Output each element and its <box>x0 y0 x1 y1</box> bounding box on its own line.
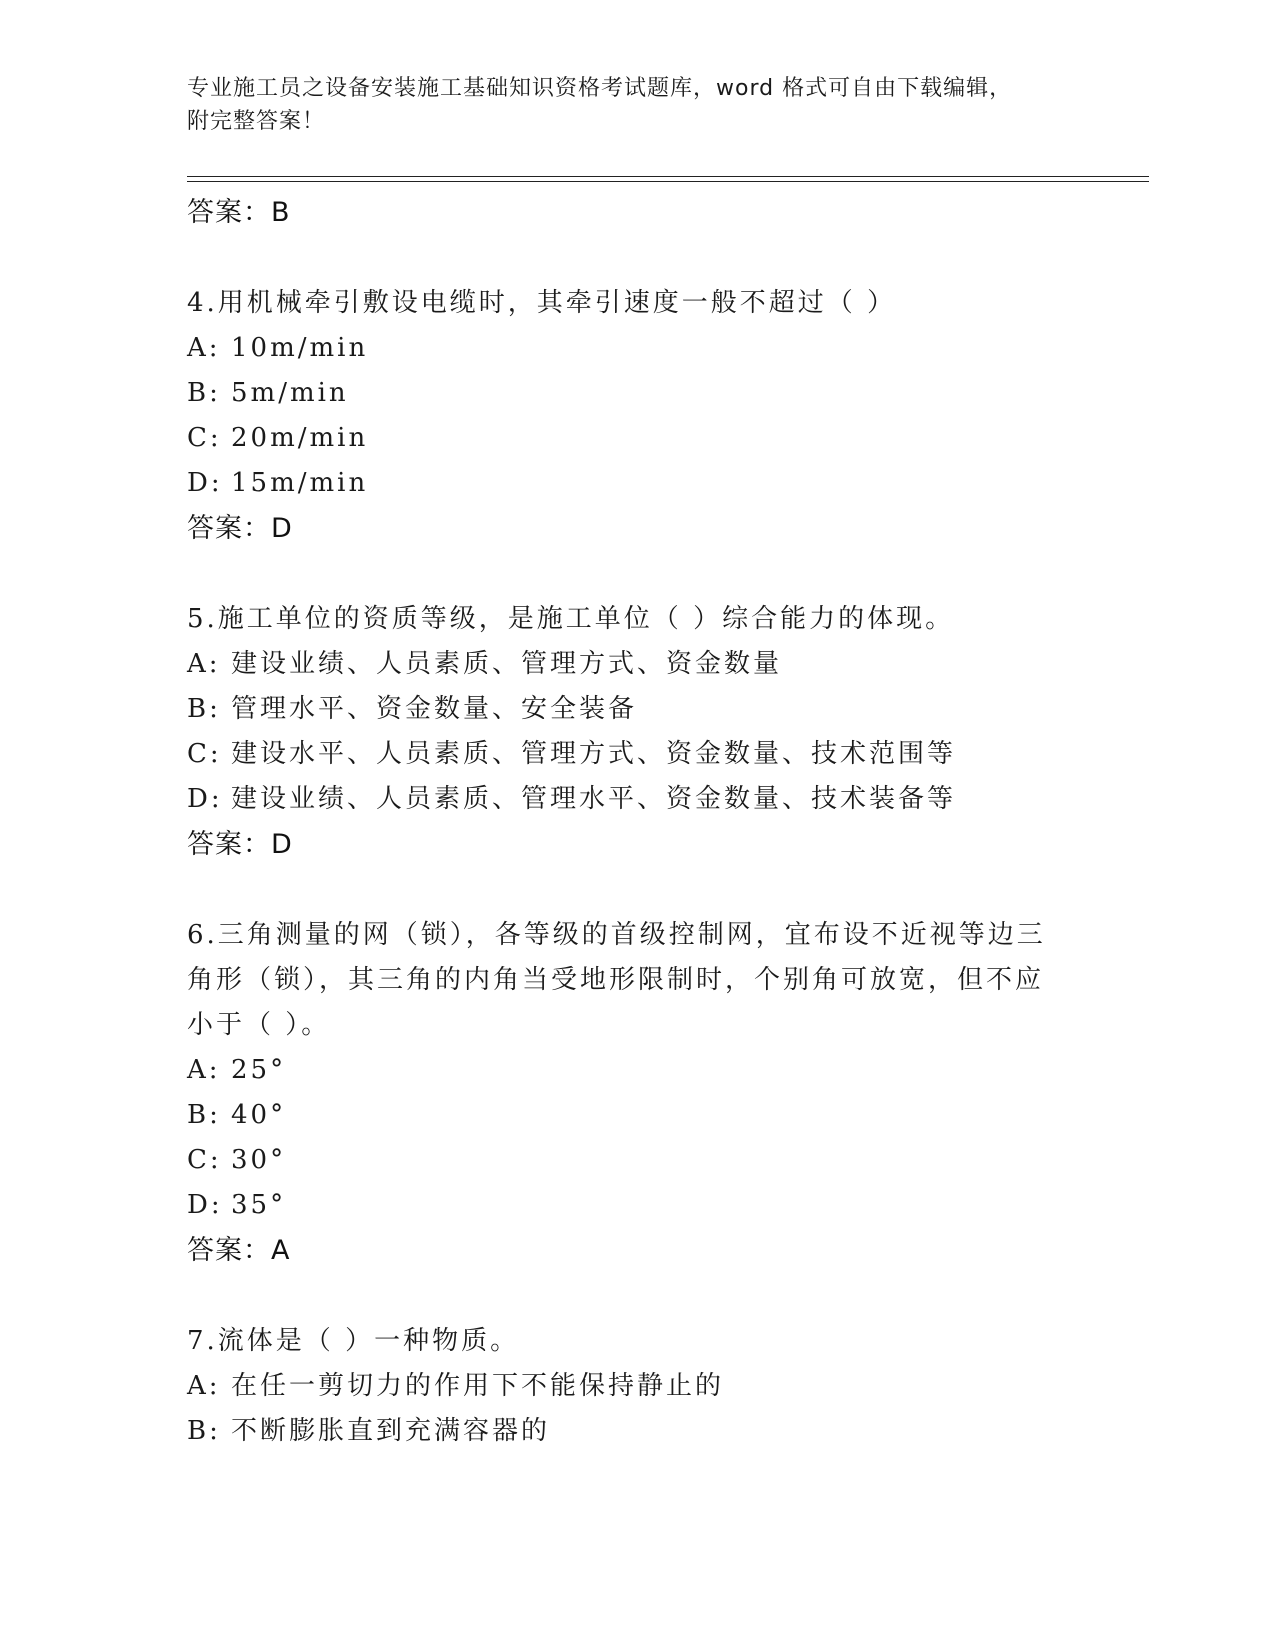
header-line: 专业施工员之设备安装施工基础知识资格考试题库，word 格式可自由下载编辑， <box>187 76 1013 101</box>
option-key: A: <box>187 649 221 679</box>
option-text: 建设业绩、人员素质、管理方式、资金数量 <box>231 649 783 679</box>
question-stem: 4.用机械牵引敷设电缆时，其牵引速度一般不超过（ ） <box>187 288 897 318</box>
answer-line: 答案：D <box>187 829 293 860</box>
option-text: 建设业绩、人员素质、管理水平、资金数量、技术装备等 <box>231 784 957 814</box>
option-text: 35° <box>231 1190 287 1220</box>
option-key: C: <box>187 1145 222 1175</box>
question-block <box>187 597 1147 868</box>
question-list <box>187 190 1147 1454</box>
answer-line: 答案：D <box>187 513 293 544</box>
document-header <box>187 72 1087 138</box>
option-text: 在任一剪切力的作用下不能保持静止的 <box>231 1371 725 1401</box>
option-key: B: <box>187 1416 221 1446</box>
option-text: 建设水平、人员素质、管理方式、资金数量、技术范围等 <box>231 739 957 769</box>
option-c <box>187 416 1147 461</box>
option-text: 不断膨胀直到充满容器的 <box>231 1416 551 1446</box>
option-b <box>187 1093 1147 1138</box>
option-text: 15m/min <box>231 468 369 498</box>
answer-line: 答案：A <box>187 1235 291 1266</box>
option-c <box>187 732 1147 777</box>
header-line: 附完整答案！ <box>187 109 326 134</box>
option-key: D: <box>187 468 223 498</box>
option-key: C: <box>187 423 222 453</box>
option-text: 30° <box>231 1145 287 1175</box>
question-stem: 6.三角测量的网（锁），各等级的首级控制网，宜布设不近视等边三 <box>187 920 1046 950</box>
question-block <box>187 1319 1147 1454</box>
option-d <box>187 461 1147 506</box>
question-block <box>187 913 1147 1274</box>
option-key: B: <box>187 378 221 408</box>
option-a <box>187 642 1147 687</box>
option-key: D: <box>187 784 223 814</box>
option-text: 40° <box>231 1100 287 1130</box>
option-key: B: <box>187 1100 221 1130</box>
question-stem: 7.流体是（ ）一种物质。 <box>187 1326 520 1356</box>
option-text: 管理水平、资金数量、安全装备 <box>231 694 638 724</box>
option-a <box>187 326 1147 371</box>
option-b <box>187 1409 1147 1454</box>
option-key: B: <box>187 694 221 724</box>
option-key: C: <box>187 739 222 769</box>
header-divider <box>187 176 1149 177</box>
option-key: A: <box>187 1055 221 1085</box>
option-text: 20m/min <box>231 423 369 453</box>
option-text: 10m/min <box>231 333 369 363</box>
option-b <box>187 687 1147 732</box>
option-d <box>187 1183 1147 1228</box>
header-divider <box>187 181 1149 182</box>
question-stem: 5.施工单位的资质等级，是施工单位（ ）综合能力的体现。 <box>187 604 955 634</box>
option-key: A: <box>187 1371 221 1401</box>
option-text: 25° <box>231 1055 287 1085</box>
question-block <box>187 281 1147 552</box>
option-b <box>187 371 1147 416</box>
option-key: D: <box>187 1190 223 1220</box>
answer-line: 答案：B <box>187 197 291 228</box>
option-key: A: <box>187 333 221 363</box>
question-stem: 角形（锁），其三角的内角当受地形限制时，个别角可放宽，但不应 <box>187 965 1045 995</box>
option-d <box>187 777 1147 822</box>
option-a <box>187 1048 1147 1093</box>
option-a <box>187 1364 1147 1409</box>
option-c <box>187 1138 1147 1183</box>
option-text: 5m/min <box>231 378 349 408</box>
question-stem: 小于（ ）。 <box>187 1010 331 1040</box>
